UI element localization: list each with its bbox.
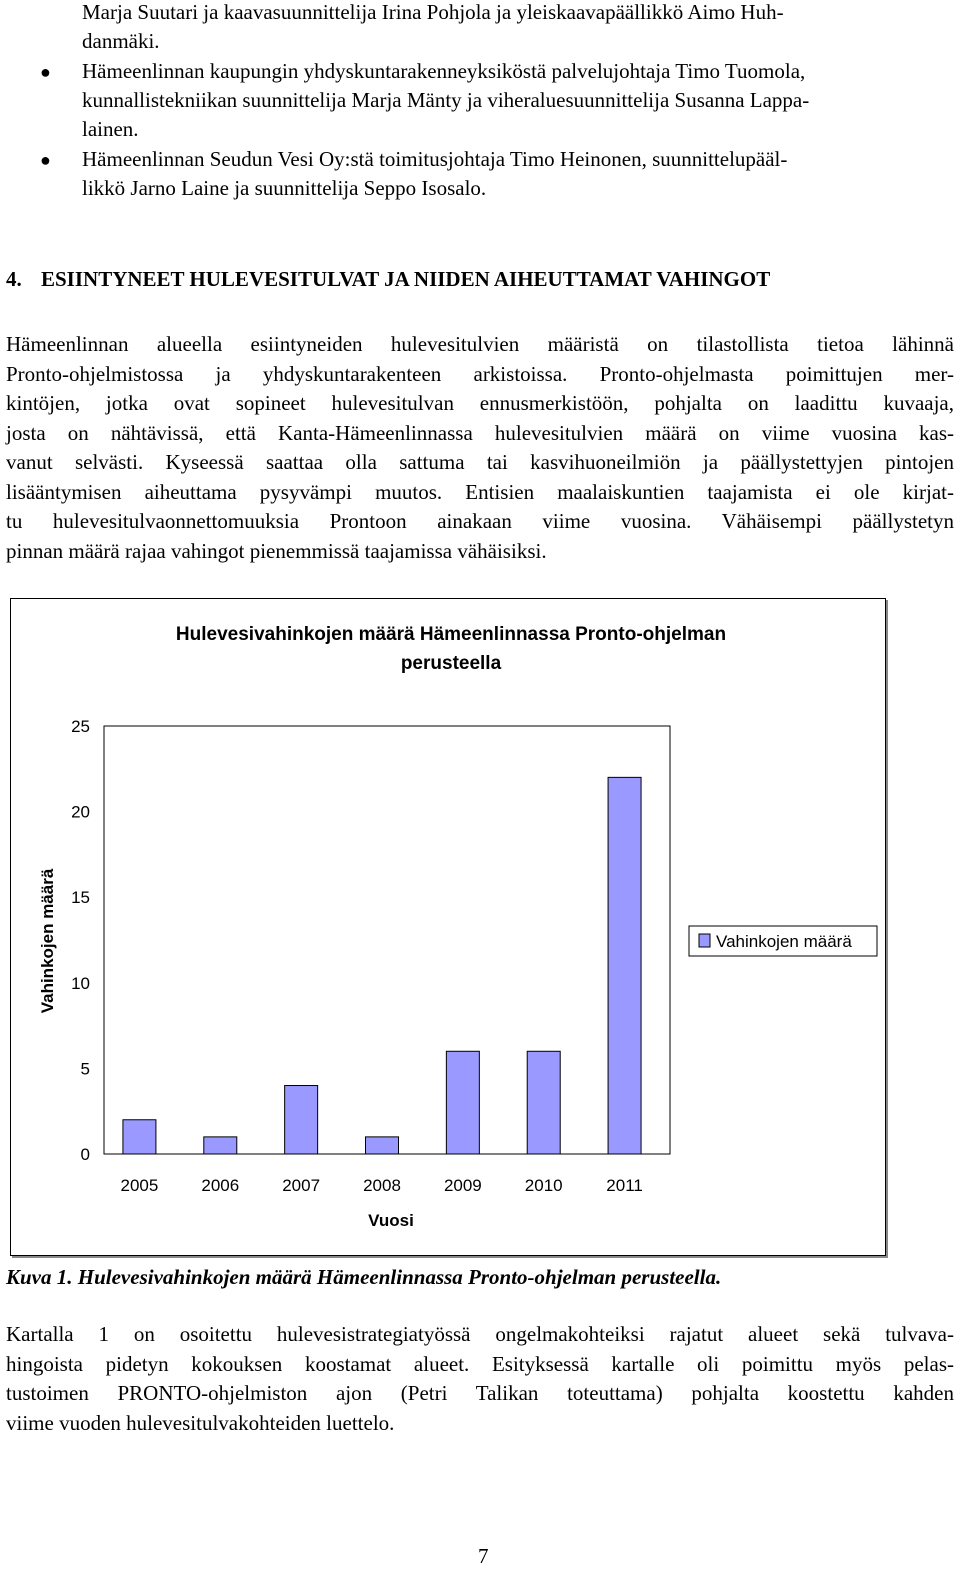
body-paragraph [6, 330, 954, 566]
paragraph-line: viime vuoden hulevesitulvakohteiden luettelo. [6, 1410, 395, 1435]
x-tick-label: 2011 [606, 1176, 643, 1195]
paragraph-line: kintöjen, jotka ovat sopineet hulevesitulvan ennusmerkistöön, pohjalta on laadittu kuvaaja, [6, 391, 954, 415]
damage-chart [10, 598, 886, 1256]
legend-swatch [699, 934, 710, 947]
y-tick-label: 25 [71, 717, 90, 736]
x-tick-label: 2007 [282, 1176, 321, 1195]
bullet-icon: ● [40, 150, 51, 170]
paragraph-line: tustoimen PRONTO-ohjelmiston ajon (Petri Talikan toteuttama) pohjalta koostettu kahden [6, 1381, 954, 1405]
y-axis-label: Vahinkojen määrä [38, 868, 57, 1014]
section-heading [6, 265, 770, 295]
y-tick-label: 0 [80, 1145, 90, 1164]
bar-2008 [366, 1137, 399, 1154]
list-item-line: likkö Jarno Laine ja suunnittelija Seppo Isosalo. [82, 176, 487, 200]
bar-2011 [608, 777, 641, 1154]
list-continuation-line: danmäki. [82, 29, 160, 53]
bar-2009 [446, 1051, 479, 1154]
bar-2006 [204, 1137, 237, 1154]
list-continuation-line: Marja Suutari ja kaavasuunnittelija Irina Pohjola ja yleiskaavapäällikkö Aimo Huh- [82, 0, 784, 24]
x-tick-label: 2005 [120, 1176, 159, 1195]
bar-2007 [285, 1086, 318, 1154]
legend-label: Vahinkojen määrä [716, 932, 852, 951]
chart-canvas [11, 599, 885, 1255]
page-number: 7 [478, 1544, 489, 1568]
y-tick-label: 20 [71, 802, 90, 822]
paragraph-line: josta on nähtävissä, että Kanta-Hämeenlinnassa hulevesitulvien määrä on viime vuosina kas- [6, 420, 954, 445]
paragraph-line: vanut selvästi. Kyseessä saattaa olla sattuma tai kasvihuoneilmiön ja päällystettyjen pintojen [6, 450, 954, 474]
y-tick-label: 5 [80, 1059, 90, 1079]
figure-caption: Kuva 1. Hulevesivahinkojen määrä Hämeenlinnassa Pronto-ohjelman perusteella. [6, 1265, 722, 1289]
plot-area [104, 726, 670, 1154]
x-tick-label: 2009 [443, 1176, 482, 1195]
list-item-line: Hämeenlinnan kaupungin yhdyskuntarakenneyksiköstä palvelujohtaja Timo Tuomola, [82, 59, 806, 83]
chart-title: Hulevesivahinkojen määrä Hämeenlinnassa Pronto-ohjelman [175, 624, 727, 645]
y-tick-label: 15 [71, 888, 90, 908]
paragraph-line: pinnan määrä rajaa vahingot pienemmissä taajamissa vähäisiksi. [6, 538, 547, 563]
x-tick-label: 2010 [524, 1176, 563, 1195]
x-tick-label: 2008 [363, 1176, 401, 1195]
list-item-line: kunnallistekniikan suunnittelija Marja Mänty ja viheraluesuunnittelija Susanna Lappa- [82, 88, 810, 112]
paragraph-line: Hämeenlinnan alueella esiintyneiden hulevesitulvien määristä on tilastollista tietoa lähinnä [6, 332, 954, 356]
paragraph-line: Pronto-ohjelmistossa ja yhdyskuntarakenteen arkistoissa. Pronto-ohjelmasta poimittujen mer- [6, 361, 954, 386]
bar-2010 [527, 1051, 560, 1154]
paragraph-line: lisääntymisen aiheuttama pysyvämpi muutos. Entisien maalaiskuntien taajamista ei ole kirjat- [6, 479, 954, 504]
x-axis [121, 1176, 643, 1195]
section-title: ESIINTYNEET HULEVESITULVAT JA NIIDEN AIHEUTTAMAT VAHINGOT [41, 267, 771, 291]
paragraph-line: tu hulevesitulvaonnettomuuksia Prontoon ainakaan viime vuosina. Vähäisempi päällystetyn [6, 509, 954, 533]
y-tick-label: 10 [71, 973, 90, 993]
body-paragraph [6, 1320, 954, 1438]
y-axis [71, 717, 90, 1164]
paragraph-line: hingoista pidetyn kokouksen koostamat alueet. Esityksessä kartalle oli poimittu myös pelas- [6, 1351, 954, 1376]
bar-series [123, 777, 641, 1154]
list-item-line: Hämeenlinnan Seudun Vesi Oy:stä toimitusjohtaja Timo Heinonen, suunnittelupääl- [82, 147, 788, 171]
x-axis-label: Vuosi [368, 1211, 414, 1230]
list-item-line: lainen. [82, 117, 139, 141]
chart-legend [689, 926, 877, 956]
x-tick-label: 2006 [201, 1176, 240, 1195]
chart-title: perusteella [400, 653, 502, 674]
paragraph-line: Kartalla 1 on osoitettu hulevesistrategiatyössä ongelmakohteiksi rajatut alueet sekä tulvava- [6, 1322, 954, 1346]
bar-2005 [123, 1120, 156, 1154]
section-number: 4. [6, 267, 22, 291]
bullet-icon: ● [40, 62, 51, 82]
